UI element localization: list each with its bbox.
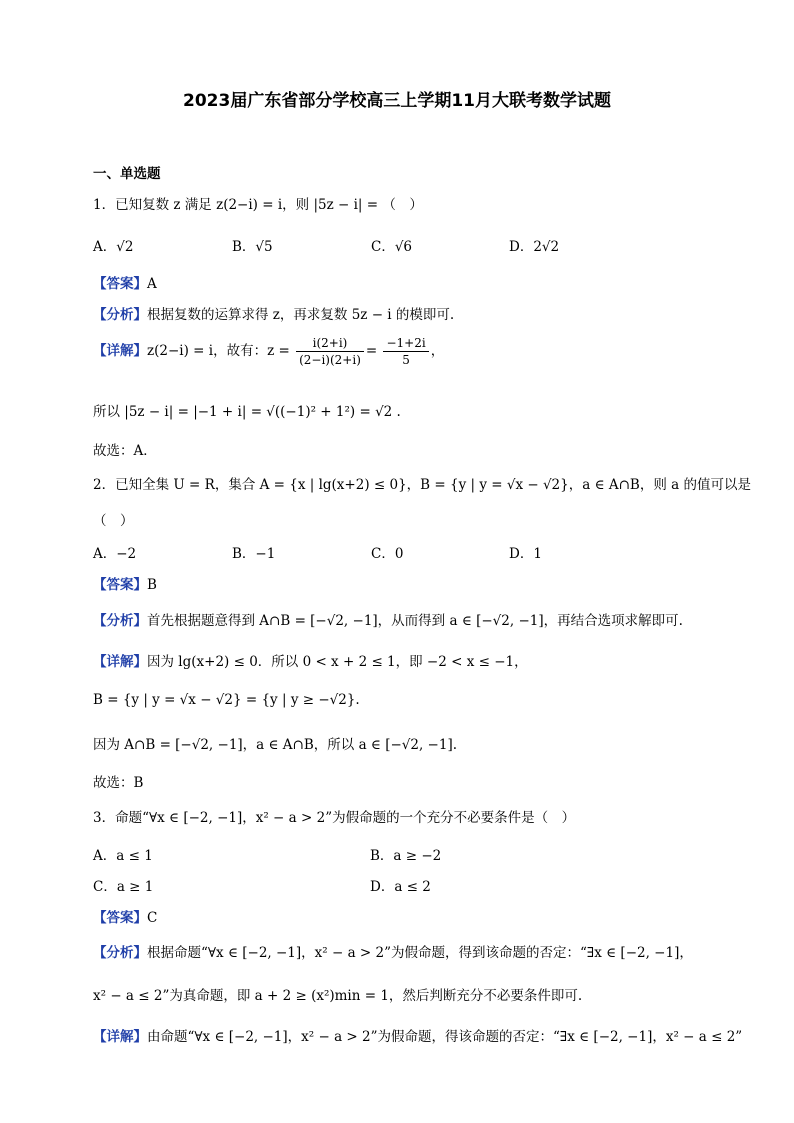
- detail-tag: 【详解】: [93, 343, 147, 359]
- q2-option-b: B．−1: [232, 546, 276, 562]
- q3-option-a: A．a ≤ 1: [93, 848, 153, 864]
- q1-stem: 1．已知复数 z 满足 z(2−i) = i，则 |5z − i| = （ ）: [93, 197, 423, 213]
- q2-analysis-text: 首先根据题意得到 A∩B = [−√2, −1]，从而得到 a ∈ [−√2, −1]，再结合选项求解即可.: [147, 613, 683, 629]
- q2-option-c: C．0: [371, 546, 404, 562]
- q3-answer-value: C: [147, 910, 158, 926]
- q2-detail: [93, 650, 528, 670]
- q1-detail-2: 所以 |5z − i| = |−1 + i| = √((−1)² + 1²) = √2 .: [93, 404, 401, 420]
- q2-option-a: A．−2: [93, 546, 137, 562]
- q3-analysis-text: 根据命题“∀x ∈ [−2, −1]，x² − a > 2”为假命题，得到该命题的否定：“∃x ∈ [−2, −1]，: [147, 945, 693, 961]
- q1-option-c: C．√6: [371, 239, 413, 255]
- q2-detail-text: 因为 lg(x+2) ≤ 0．所以 0 < x + 2 ≤ 1，即 −2 < x ≤ −1，: [147, 654, 528, 670]
- q1-option-d: D．2√2: [509, 239, 560, 255]
- q1-answer: [93, 272, 157, 292]
- q3-analysis: [93, 941, 693, 961]
- q3-option-b: B．a ≥ −2: [370, 848, 442, 864]
- q2-answer-value: B: [147, 577, 157, 593]
- q3-analysis-2: x² − a ≤ 2”为真命题，即 a + 2 ≥ (x²)min = 1，然后判断充分不必要条件即可.: [93, 988, 583, 1004]
- q2-detail-2: B = {y | y = √x − √2} = {y | y ≥ −√2}.: [93, 692, 360, 708]
- q1-option-b: B．√5: [232, 239, 273, 255]
- q1-answer-value: A: [147, 276, 157, 292]
- q3-option-c: C．a ≥ 1: [93, 879, 154, 895]
- answer-tag: 【答案】: [93, 910, 147, 926]
- q1-detail: 【详解】z(2−i) = i，故有：z = $\frac{i(2+i)}{(2-i)(2+i)}$ = $\frac{-1+2i}{5}$ ，: [93, 336, 445, 367]
- page-title: 2023届广东省部分学校高三上学期11月大联考数学试题: [183, 91, 611, 111]
- q2-stem-2: （ ）: [93, 513, 134, 529]
- analysis-tag: 【分析】: [93, 613, 147, 629]
- q3-answer: [93, 906, 157, 926]
- q3-stem: 3．命题“∀x ∈ [−2, −1]，x² − a > 2”为假命题的一个充分不必要条件是（ ）: [93, 810, 576, 826]
- q2-analysis: [93, 609, 683, 629]
- answer-tag: 【答案】: [93, 276, 147, 292]
- q2-stem: 2．已知全集 U = R，集合 A = {x | lg(x+2) ≤ 0}，B = {y | y = √x − √2}，a ∈ A∩B，则 a 的值可以是: [93, 477, 751, 493]
- answer-tag: 【答案】: [93, 577, 147, 593]
- analysis-tag: 【分析】: [93, 307, 147, 323]
- q2-option-d: D．1: [509, 546, 542, 562]
- detail-tag: 【详解】: [93, 1029, 147, 1045]
- q3-detail: [93, 1025, 742, 1045]
- q2-conclusion: 故选：B: [93, 775, 144, 791]
- q1-option-a: A．√2: [93, 239, 134, 255]
- detail-tag: 【详解】: [93, 654, 147, 670]
- q1-detail-text: z(2−i) = i，故有：z =: [147, 343, 290, 359]
- q1-fraction-2: $\frac{-1+2i}{5}$: [383, 336, 428, 367]
- q1-analysis: [93, 303, 454, 323]
- analysis-tag: 【分析】: [93, 945, 147, 961]
- q3-detail-text: 由命题“∀x ∈ [−2, −1]，x² − a > 2”为假命题，得该命题的否定：“∃x ∈ [−2, −1]，x² − a ≤ 2”: [147, 1029, 743, 1045]
- q1-conclusion: 故选：A．: [93, 443, 157, 459]
- q1-analysis-text: 根据复数的运算求得 z，再求复数 5z − i 的模即可.: [147, 307, 455, 323]
- q1-fraction-1: $\frac{i(2+i)}{(2-i)(2+i)}$: [296, 336, 364, 367]
- q2-detail-3: 因为 A∩B = [−√2, −1]，a ∈ A∩B，所以 a ∈ [−√2, −1].: [93, 737, 458, 753]
- section-heading: 一、单选题: [93, 166, 161, 182]
- q2-answer: [93, 573, 157, 593]
- q3-option-d: D．a ≤ 2: [370, 879, 431, 895]
